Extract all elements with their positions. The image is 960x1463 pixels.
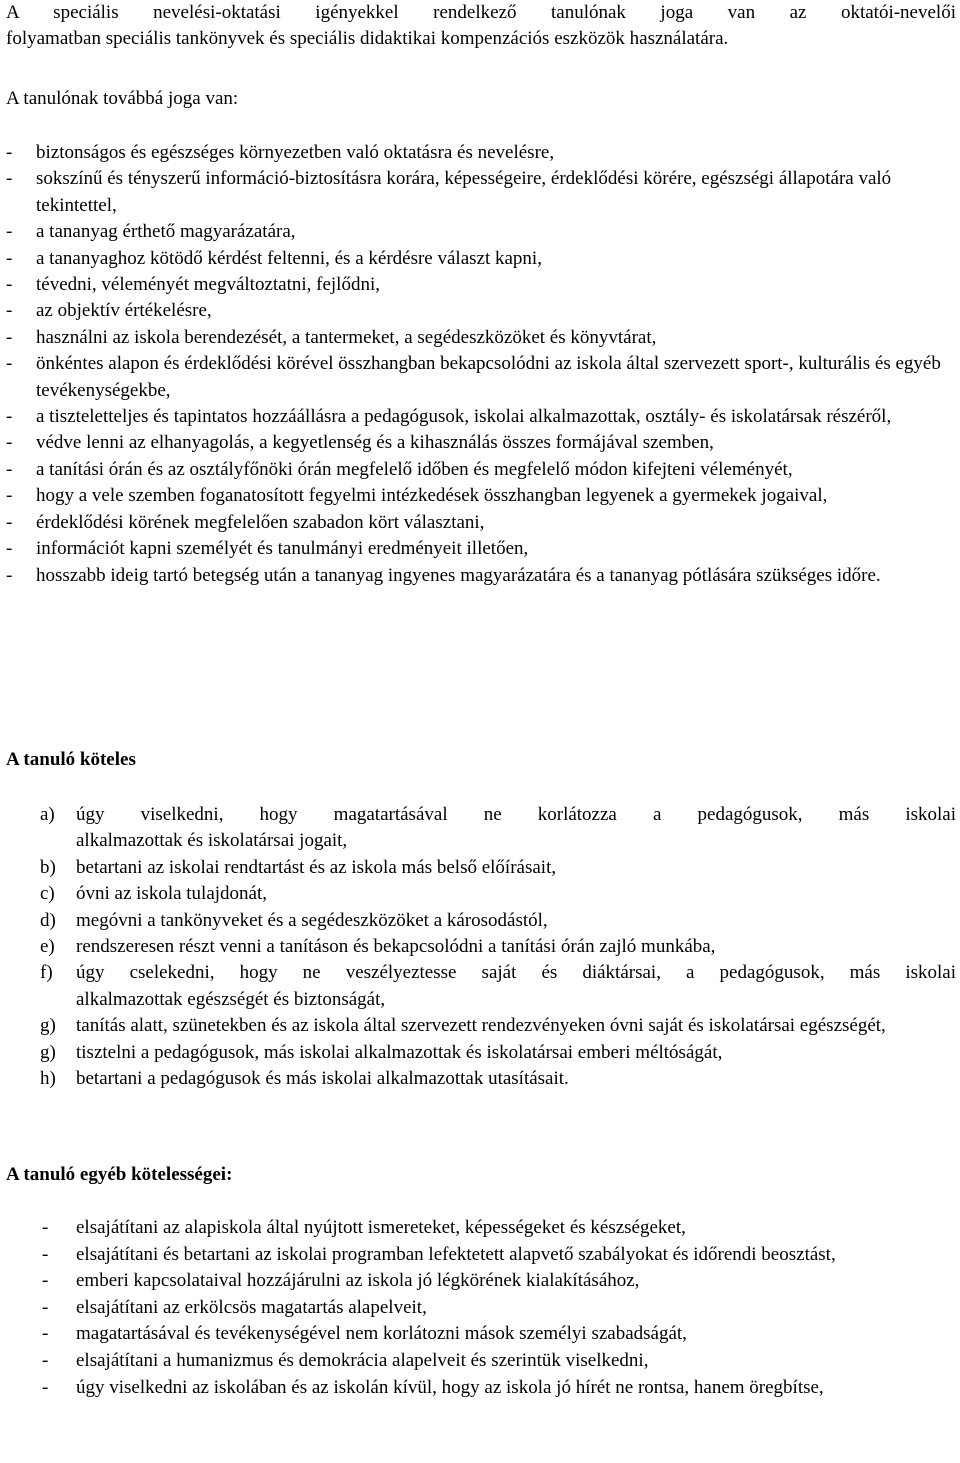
- list-marker: e): [40, 936, 55, 958]
- list-marker: f): [40, 962, 53, 984]
- list-marker: -: [42, 1376, 49, 1398]
- list-marker: -: [42, 1296, 49, 1318]
- list-item-text: rendszeresen részt venni a tanításon és bekapcsolódni a tanítási órán zajló munkába,: [76, 936, 716, 958]
- list-item-text: tisztelni a pedagógusok, más iskolai alkalmazottak és iskolatársai emberi méltóságát,: [76, 1041, 723, 1063]
- list-item-text: a tananyaghoz kötödő kérdést feltenni, és a kérdésre választ kapni,: [36, 247, 542, 269]
- list-marker: -: [6, 432, 13, 454]
- list-item: [6, 404, 956, 430]
- list-item-text: tanítás alatt, szünetekben és az iskola által szervezett rendezvényeken óvni saját és iskolatársai egészségét,: [76, 1015, 886, 1037]
- list-marker: -: [42, 1217, 49, 1238]
- list-marker: a): [40, 804, 55, 825]
- list-item-line-2: alkalmazottak és iskolatársai jogait,: [76, 830, 348, 852]
- list-item-text: biztonságos és egészséges környezetben való oktatásra és nevelésre,: [36, 142, 555, 163]
- list-item-text: használni az iskola berendezését, a tantermeket, a segédeszközöket és könyvtárat,: [36, 326, 657, 348]
- list-item-line-2: alkalmazottak egészségét és biztonságát,: [76, 988, 386, 1010]
- list-item: [6, 272, 956, 298]
- list-marker: -: [6, 458, 13, 480]
- list-item-text: a tanítási órán és az osztályfőnöki órán megfelelő időben és megfelelő módon kifejteni véleményét,: [36, 458, 793, 480]
- list-item-text: úgy viselkedni az iskolában és az iskolán kívül, hogy az iskola jó hírét ne rontsa, hanem öregbítse,: [76, 1376, 824, 1398]
- list-marker: -: [6, 221, 13, 243]
- list-item: [6, 325, 956, 351]
- list-marker: -: [6, 353, 13, 375]
- list-item-text: a tananyag érthető magyarázatára,: [36, 221, 296, 243]
- list-item-text: önkéntes alapon és érdeklődési körével összhangban bekapcsolódni az iskola által szervezett sport-, kulturális és egyéb tevékenységekbe,: [36, 353, 941, 401]
- list-marker: b): [40, 856, 56, 878]
- list-item-text: elsajátítani és betartani az iskolai programban lefektetett alapvető szabályokat és időrendi beosztást,: [76, 1243, 836, 1265]
- list-marker: -: [6, 511, 13, 533]
- list-marker: -: [42, 1323, 49, 1345]
- list-marker: -: [42, 1270, 49, 1292]
- list-item-text: hogy a vele szemben foganatosított fegyelmi intézkedések összhangban legyenek a gyermekek jogaival,: [36, 485, 828, 507]
- list-item: [6, 802, 956, 855]
- list-item: [6, 246, 956, 272]
- list-item-text: tévedni, véleményét megváltoztatni, fejlődni,: [36, 274, 380, 296]
- list-item: [6, 1066, 956, 1092]
- list-item: [6, 457, 956, 483]
- list-marker: -: [6, 485, 13, 507]
- list-marker: -: [6, 326, 13, 348]
- list-item: [6, 1013, 956, 1039]
- list-item: [6, 166, 956, 219]
- list-item: [6, 351, 956, 404]
- list-marker: -: [6, 247, 13, 269]
- list-marker: -: [42, 1243, 49, 1265]
- list-item-text: emberi kapcsolataival hozzájárulni az iskola jó légkörének kialakításához,: [76, 1270, 640, 1292]
- list-item-line-1: úgy viselkedni, hogy magatartásával ne korlátozza a pedagógusok, más iskolai: [76, 804, 956, 825]
- list-marker: g): [40, 1041, 56, 1063]
- list-marker: -: [6, 538, 13, 560]
- other-duties-title: A tanuló egyéb kötelességei:: [6, 1164, 233, 1185]
- list-item: [6, 219, 956, 245]
- list-item-text: elsajátítani a humanizmus és demokrácia alapelveit és szerintük viselkedni,: [76, 1349, 649, 1371]
- list-item-text: magatartásával és tevékenységével nem korlátozni mások személyi szabadságát,: [76, 1323, 687, 1345]
- list-marker: -: [6, 168, 13, 190]
- list-item: [6, 1268, 956, 1295]
- list-marker: g): [40, 1015, 56, 1037]
- list-item: [6, 1040, 956, 1066]
- list-marker: -: [42, 1349, 49, 1371]
- list-marker: -: [6, 300, 13, 322]
- list-item: [6, 1375, 956, 1402]
- list-item: [6, 934, 956, 960]
- list-item: [6, 1321, 956, 1348]
- list-item-text: elsajátítani az alapiskola által nyújtott ismereteket, képességeket és készségeket,: [76, 1217, 686, 1238]
- list-marker: d): [40, 909, 56, 931]
- list-item: [6, 1348, 956, 1375]
- list-marker: c): [40, 883, 55, 905]
- list-marker: -: [6, 142, 13, 163]
- list-item: [6, 881, 956, 907]
- rights-title: A tanulónak továbbá joga van:: [6, 88, 239, 109]
- list-item: [6, 298, 956, 324]
- intro-line-2: folyamatban speciális tankönyvek és speciális didaktikai kompenzációs eszközök használatára.: [6, 28, 729, 49]
- list-item: [6, 1215, 956, 1242]
- list-item: [6, 960, 956, 1013]
- rights-list: [6, 140, 956, 589]
- list-marker: -: [6, 274, 13, 296]
- list-item: [6, 536, 956, 562]
- list-item-line-1: úgy cselekedni, hogy ne veszélyeztesse saját és diáktársai, a pedagógusok, más iskolai: [76, 962, 956, 984]
- list-item: [6, 483, 956, 509]
- list-item: [6, 563, 956, 589]
- list-item-text: a tiszteletteljes és tapintatos hozzáállásra a pedagógusok, iskolai alkalmazottak, osztály- és iskolatársak részéről,: [36, 406, 892, 428]
- list-item: [6, 908, 956, 934]
- list-item-text: elsajátítani az erkölcsös magatartás alapelveit,: [76, 1296, 427, 1318]
- list-item-text: betartani a pedagógusok és más iskolai alkalmazottak utasításait.: [76, 1068, 569, 1090]
- list-item: [6, 1295, 956, 1322]
- list-item-text: megóvni a tankönyveket és a segédeszközöket a károsodástól,: [76, 909, 548, 931]
- list-item-text: sokszínű és tényszerű információ-biztosításra korára, képességeire, érdeklődési körére, egészségi állapotára való tekintettel,: [36, 168, 892, 216]
- intro-paragraph: [6, 0, 956, 52]
- list-item: [6, 510, 956, 536]
- list-item: [6, 140, 956, 166]
- list-marker: h): [40, 1068, 56, 1090]
- list-item-text: óvni az iskola tulajdonát,: [76, 883, 268, 905]
- list-item: [6, 855, 956, 881]
- list-item-text: betartani az iskolai rendtartást és az iskola más belső előírásait,: [76, 856, 557, 878]
- list-item-text: védve lenni az elhanyagolás, a kegyetlenség és a kihasználás összes formájával szemben,: [36, 432, 714, 454]
- list-item-text: az objektív értékelésre,: [36, 300, 212, 322]
- other-duties-list: [6, 1215, 956, 1401]
- list-marker: -: [6, 406, 13, 428]
- list-item: [6, 1242, 956, 1269]
- list-item-text: érdeklődési körének megfelelően szabadon kört választani,: [36, 511, 485, 533]
- list-marker: -: [6, 564, 13, 586]
- list-item-text: hosszabb ideig tartó betegség után a tananyag ingyenes magyarázatára és a tananyag pótlására szükséges időre.: [36, 564, 881, 586]
- list-item: [6, 430, 956, 456]
- duties-list: [6, 802, 956, 1092]
- duties-title: A tanuló köteles: [6, 749, 136, 770]
- list-item-text: információt kapni személyét és tanulmányi eredményeit illetően,: [36, 538, 529, 560]
- intro-line-1: A speciális nevelési-oktatási igényekkel rendelkező tanulónak joga van az oktatói-nevelői: [6, 2, 956, 23]
